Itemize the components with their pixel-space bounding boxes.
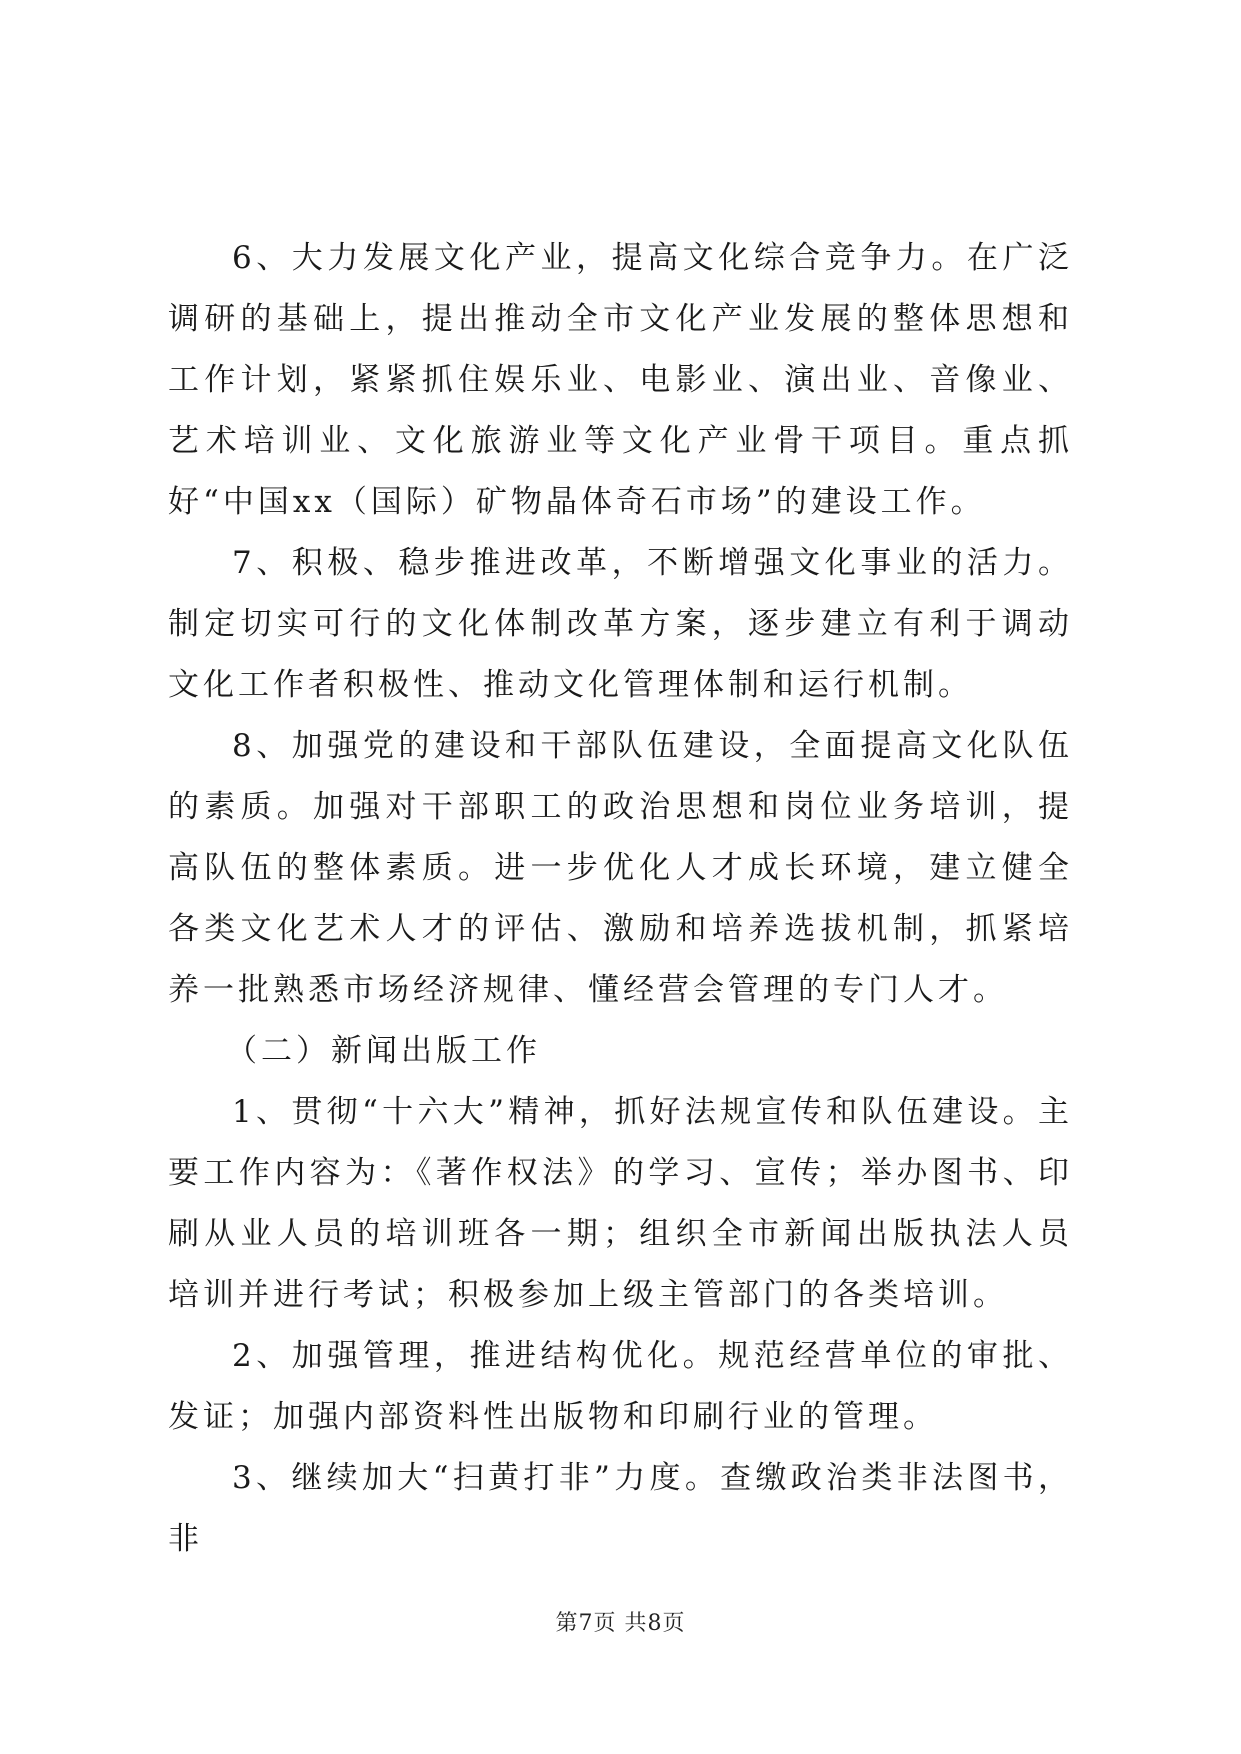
page-footer — [0, 1606, 1241, 1637]
document-body — [168, 228, 1073, 1570]
paragraph-item-8: 8、加强党的建设和干部队伍建设，全面提高文化队伍的素质。加强对干部职工的政治思想和岗位业务培训，提高队伍的整体素质。进一步优化人才成长环境，建立健全各类文化艺术人才的评估、激励和培养选拔机制，抓紧培养一批熟悉市场经济规律、懂经营会管理的专门人才。 — [168, 728, 1073, 1008]
paragraph-news-3: 3、继续加大“扫黄打非”力度。查缴政治类非法图书，非 — [168, 1460, 1073, 1557]
paragraph-item-6: 6、大力发展文化产业，提高文化综合竞争力。在广泛调研的基础上，提出推动全市文化产业发展的整体思想和工作计划，紧紧抓住娱乐业、电影业、演出业、音像业、艺术培训业、文化旅游业等文化产业骨干项目。重点抓好“中国xx（国际）矿物晶体奇石市场”的建设工作。 — [168, 240, 1073, 520]
page-number: 第7页 共8页 — [555, 1611, 686, 1636]
section-heading-news-publishing: （二）新闻出版工作 — [226, 1033, 541, 1069]
paragraph-item-7: 7、积极、稳步推进改革，不断增强文化事业的活力。制定切实可行的文化体制改革方案，逐步建立有利于调动文化工作者积极性、推动文化管理体制和运行机制。 — [168, 545, 1073, 703]
paragraph-news-1: 1、贯彻“十六大”精神，抓好法规宣传和队伍建设。主要工作内容为：《著作权法》的学习、宣传；举办图书、印刷从业人员的培训班各一期；组织全市新闻出版执法人员培训并进行考试；积极参加上级主管部门的各类培训。 — [168, 1094, 1073, 1313]
paragraph-news-2: 2、加强管理，推进结构优化。规范经营单位的审批、发证；加强内部资料性出版物和印刷行业的管理。 — [168, 1338, 1073, 1435]
